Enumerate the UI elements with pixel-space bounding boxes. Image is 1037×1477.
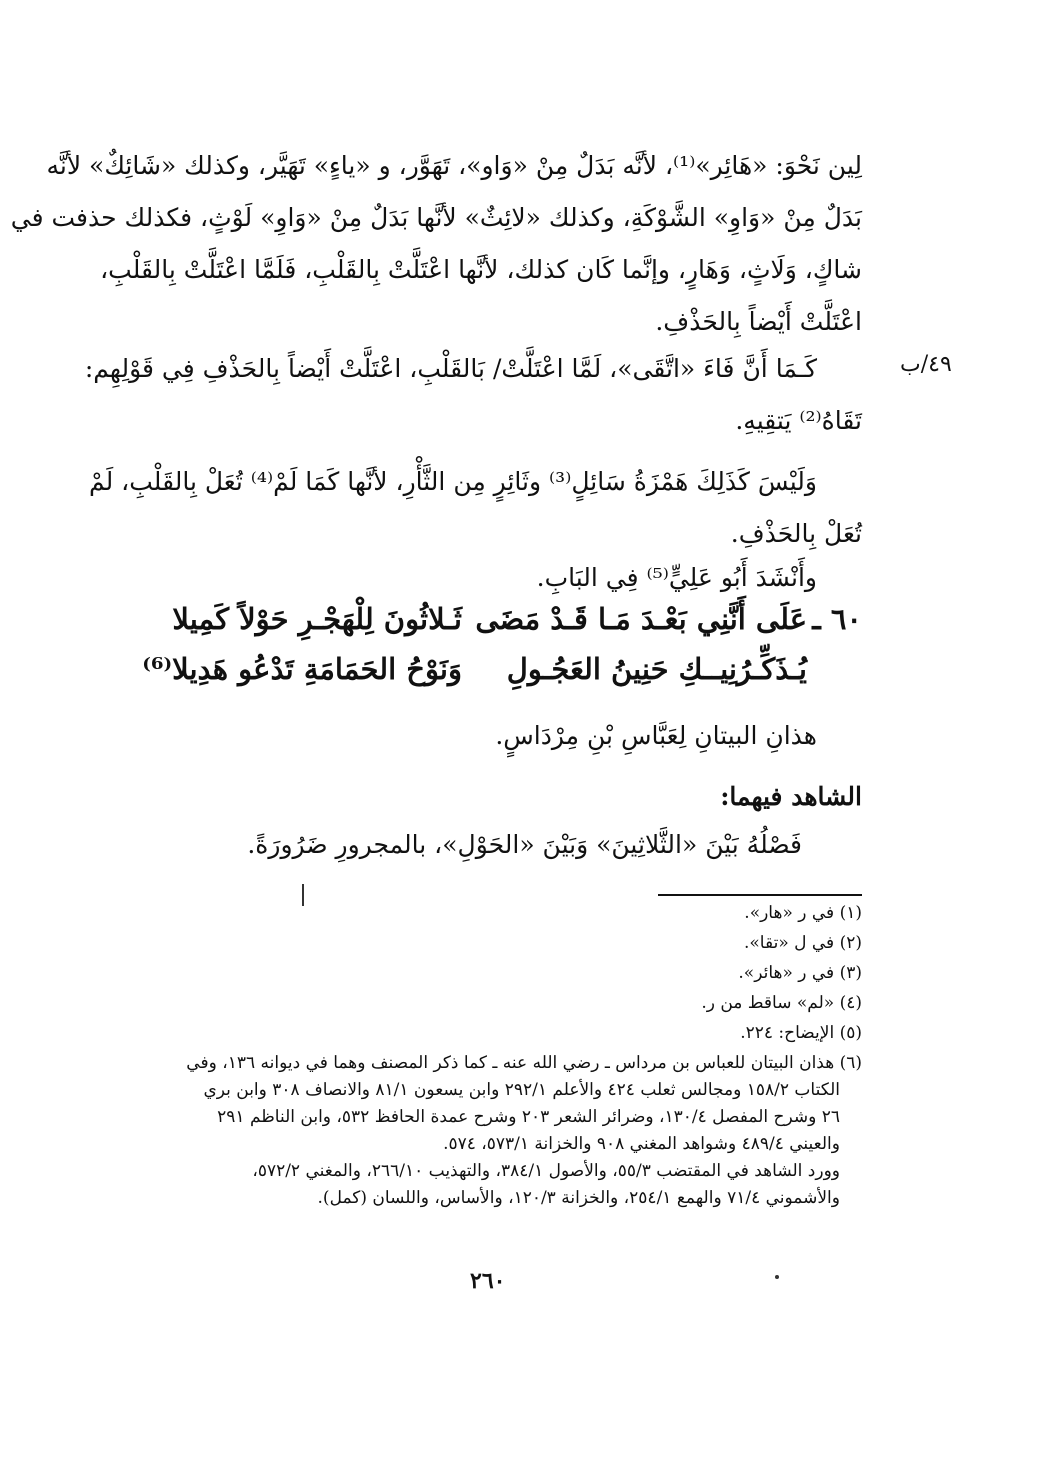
section-heading: الشاهد فيهما: xyxy=(720,782,862,811)
text-line: وَلَيْسَ كَذَلِكَ هَمْزَةُ سَائِلٍ⁽³⁾ وثَائِرٍ مِن الثَّأْرِ، لأنَّها كَمَا لَمْ⁽⁴⁾ تُعَلْ بِالقَلْبِ، لَمْ xyxy=(88,467,817,496)
footnote-line: والعيني ٤٨٩/٤ وشواهد المغني ٩٠٨ والخزانة ٥٧٣/١، ٥٧٤. xyxy=(443,1134,840,1154)
stray-mark xyxy=(302,884,304,906)
paragraph-4 xyxy=(172,552,862,604)
stray-dot xyxy=(775,1275,779,1279)
page-number: ٢٦٠ xyxy=(470,1268,506,1294)
footnote-divider xyxy=(658,894,862,896)
text-line: كَـمَا أَنَّ فَاءَ «اتَّقَى»، لَمَّا اعْتَلَّتْ/ بَالقَلْبِ، اعْتَلَّتْ أَيْضاً بِالحَذْفِ فِي قَوْلِهِم: xyxy=(84,354,817,383)
text-line: لِين نَحْوَ: «هَائِر»⁽¹⁾، لأنَّه بَدَلٌ مِنْ «وَاو»، تَهَوَّر، و «ياءٍ» تَهَيَّر، وكذلك «شَائِكٌ» لأنَّه xyxy=(46,151,862,180)
poem-hemistich-3: يُـذَكِّـرُنِيــكِ حَنِينُ العَجُـولِ xyxy=(506,652,807,686)
text-line: شاكٍ، وَلَاثٍ، وَهَارٍ، وإنَّما كَان كذلك، لأنَّها اعْتَلَّتْ بِالقَلْبِ، فَلَمَّا اعْتَلَّتْ بِالقَلْبِ، xyxy=(100,255,862,284)
footnote-1: (١) في ر «هار». xyxy=(744,903,862,923)
footnote-line: وورد الشاهد في المقتضب ٥٥/٣، والأصول ٣٨٤/١، والتهذيب ٢٦٦/١٠، والمغني ٥٧٢/٢، xyxy=(252,1161,840,1181)
poem-hemistich-1: عَلَى أَنَّنِي بَعْـدَ مَـا قَـدْ مَضَى xyxy=(475,602,807,636)
text-line: بَدَلٌ مِنْ «وَاوِ» الشَّوْكَةِ، وكذلك «لائِثٌ» لأنَّها بَدَلٌ مِنْ «وَاوِ» لَوْثٍ، فكذلك حذفت في xyxy=(10,203,862,232)
footnote-5: (٥) الإيضاح: ٢٢٤. xyxy=(740,1023,862,1043)
poem-number: ٦٠ ـ xyxy=(812,602,862,636)
text-line: اعْتَلَّتْ أَيْضاً بِالحَذْفِ. xyxy=(655,307,862,336)
paragraph-2 xyxy=(84,343,862,447)
footnote-4: (٤) «لم» ساقط من ر. xyxy=(701,993,862,1013)
footnote-line: الكتاب ١٥٨/٢ ومجالس ثعلب ٤٢٤ والأعلم ٢٩٢/١ وابن يسعون ٨١/١ والانصاف ٣٠٨ وابن بري xyxy=(203,1080,840,1100)
footnote-line: (٦) هذان البيتان للعباس بن مرداس ـ رضي الله عنه ـ كما ذكر المصنف وهما في ديوانه ١٣٦، وفي xyxy=(186,1053,862,1073)
footnote-6 xyxy=(172,1050,862,1212)
footnote-line: والأشموني ٧١/٤ والهمع ٢٥٤/١، والخزانة ١٢٠/٣، والأساس، واللسان (كمل). xyxy=(317,1188,840,1208)
attribution xyxy=(172,710,862,762)
poem-hemistich-2: ثَـلاثُونَ لِلْهَجْـرِ حَوْلاً كَمِيلا xyxy=(172,602,462,636)
poem-hemistich-4: وَنَوْحُ الحَمَامَةِ تَدْعُو هَدِيلا⁽⁶⁾ xyxy=(142,652,462,686)
text-line: تُعَلْ بِالحَذْفِ. xyxy=(730,519,862,548)
shahid-text: فَصْلُهُ بَيْنَ «الثَّلاثِينَ» وَبَيْنَ «الحَوْلِ»، بالمجرورِ ضَرُورَةً. xyxy=(247,830,802,859)
text-line: هذانِ البيتانِ لِعَبَّاسِ بْنِ مِرْدَاسٍ. xyxy=(495,721,817,750)
footnote-line: ٢٦ وشرح المفصل ١٣٠/٤، وضرائر الشعر ٢٠٣ وشرح عمدة الحافظ ٥٣٢، وابن الناظم ٢٩١ xyxy=(217,1107,840,1127)
text-line: وأَنْشَدَ أَبُو عَلِيٍّ⁽⁵⁾ فِي البَابِ. xyxy=(536,563,817,592)
paragraph-3 xyxy=(88,456,862,560)
footnote-3: (٣) في ر «هائر». xyxy=(738,963,862,983)
footnote-2: (٢) في ل «تقا». xyxy=(744,933,862,953)
paragraph-1 xyxy=(10,140,862,348)
text-line: تَقَاهُ⁽²⁾ يَتقِيهِ. xyxy=(735,406,862,435)
margin-folio-note: ٤٩/ب xyxy=(900,352,952,377)
